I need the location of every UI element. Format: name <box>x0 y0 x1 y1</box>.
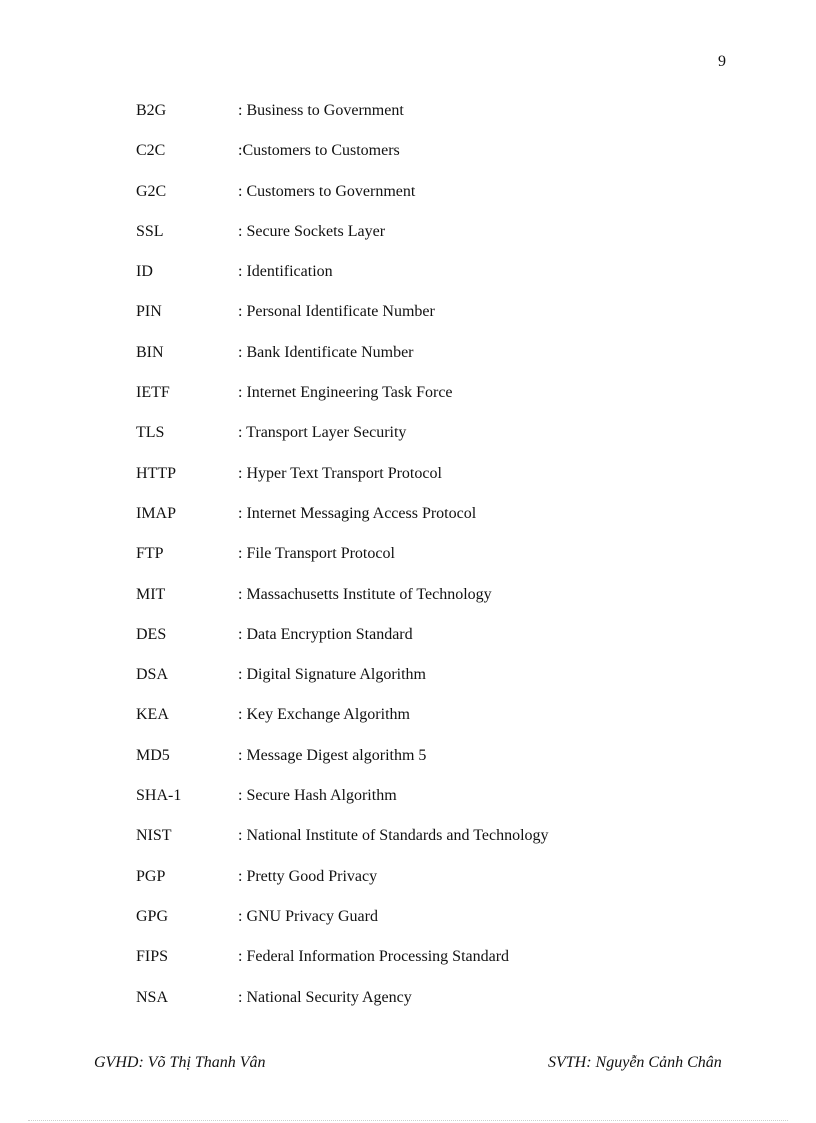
abbreviation-term: IETF <box>136 384 170 402</box>
page-bottom-divider <box>28 1120 788 1121</box>
abbreviation-definition: : Bank Identificate Number <box>238 343 414 361</box>
page-number: 9 <box>718 53 726 70</box>
abbreviation-term: DSA <box>136 666 169 684</box>
abbreviation-definition: : GNU Privacy Guard <box>238 907 378 925</box>
abbreviation-term: HTTP <box>136 464 176 482</box>
abbreviation-definition: : Identification <box>238 263 333 281</box>
abbreviation-definition: : National Security Agency <box>238 988 412 1006</box>
abbreviation-term: FIPS <box>136 948 169 966</box>
abbreviation-definition: : Business to Government <box>238 102 404 119</box>
abbreviation-definition: : National Institute of Standards and Technology <box>238 827 549 845</box>
abbreviation-definition: : Secure Hash Algorithm <box>238 787 397 805</box>
abbreviation-term: MIT <box>136 585 166 603</box>
abbreviation-term: MD5 <box>136 746 170 764</box>
abbreviation-term: PIN <box>136 303 162 321</box>
abbreviation-term: B2G <box>136 102 167 119</box>
abbreviation-definition: : Federal Information Processing Standard <box>238 948 510 966</box>
abbreviation-definition: : Key Exchange Algorithm <box>238 706 410 724</box>
abbreviation-definition: : Internet Engineering Task Force <box>238 384 453 402</box>
abbreviation-definition: : Personal Identificate Number <box>238 303 435 321</box>
abbreviation-definition: : Pretty Good Privacy <box>238 867 378 885</box>
footer-supervisor: GVHD: Võ Thị Thanh Vân <box>94 1054 266 1071</box>
abbreviation-term: PGP <box>136 867 166 885</box>
abbreviation-definition: : Digital Signature Algorithm <box>238 666 426 684</box>
abbreviation-definition: : Internet Messaging Access Protocol <box>238 504 477 522</box>
abbreviation-term: BIN <box>136 343 164 361</box>
abbreviation-definition: :Customers to Customers <box>238 142 400 160</box>
footer-student: SVTH: Nguyễn Cảnh Chân <box>548 1054 722 1071</box>
abbreviation-term: KEA <box>136 706 169 724</box>
abbreviation-term: ID <box>136 263 153 281</box>
abbreviation-term: IMAP <box>136 504 177 522</box>
abbreviation-definition: : Message Digest algorithm 5 <box>238 746 427 764</box>
abbreviation-term: TLS <box>136 424 165 442</box>
abbreviation-term: SSL <box>136 222 164 240</box>
abbreviation-term: NSA <box>136 988 169 1006</box>
abbreviation-definition: : Massachusetts Institute of Technology <box>238 585 492 603</box>
abbreviation-definition: : File Transport Protocol <box>238 545 395 563</box>
abbreviation-term: FTP <box>136 545 164 563</box>
abbreviation-term: NIST <box>136 827 172 845</box>
abbreviation-definition: : Customers to Government <box>238 182 416 200</box>
abbreviation-term: C2C <box>136 142 166 160</box>
abbreviation-definition: : Secure Sockets Layer <box>238 222 386 240</box>
abbreviation-term: DES <box>136 625 167 643</box>
abbreviation-term: G2C <box>136 182 167 200</box>
abbreviation-definition: : Transport Layer Security <box>238 424 407 442</box>
abbreviation-definition: : Data Encryption Standard <box>238 625 413 643</box>
abbreviation-term: GPG <box>136 907 169 925</box>
abbreviation-definition: : Hyper Text Transport Protocol <box>238 464 442 482</box>
abbreviation-term: SHA-1 <box>136 787 182 805</box>
